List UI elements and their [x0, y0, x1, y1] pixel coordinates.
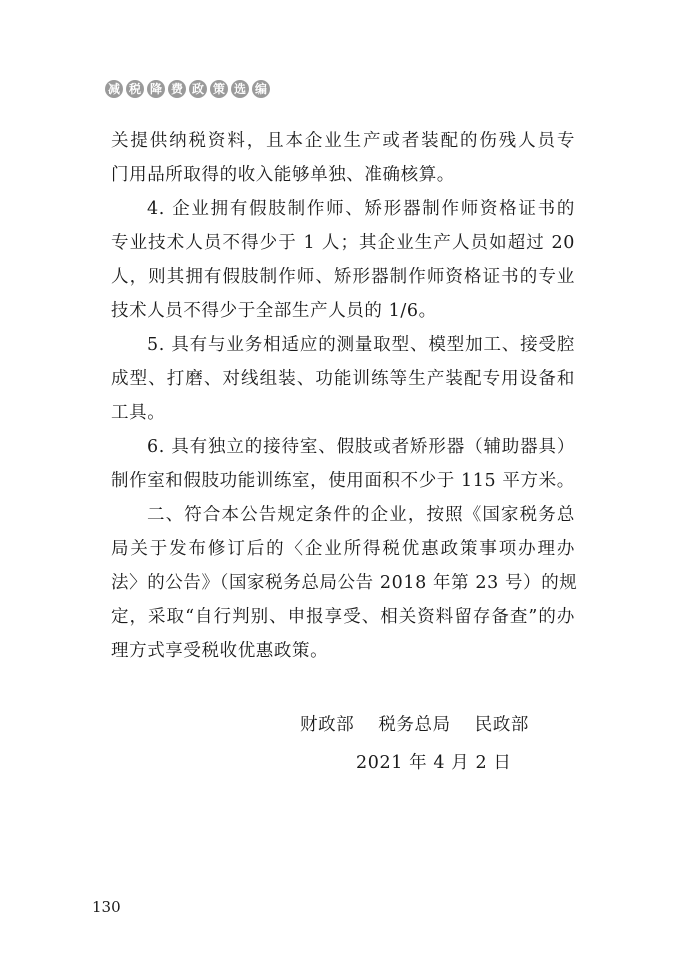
text-line: 理方式享受税收优惠政策。: [111, 641, 329, 661]
body-text: [111, 124, 578, 668]
text-line: 定，采取“自行判别、申报享受、相关资料留存备查”的办: [111, 607, 575, 627]
book-series-header: [105, 80, 270, 98]
text-line: 法〉的公告》（国家税务总局公告 2018 年第 23 号）的规: [111, 573, 578, 593]
org-ministry-of-finance: 财政部: [300, 715, 355, 735]
org-civil-affairs: 民政部: [474, 715, 530, 735]
text-line: 专业技术人员不得少于 1 人；其企业生产人员如超过 20: [111, 233, 575, 253]
text-line: 人，则其拥有假肢制作师、矫形器制作师资格证书的专业: [111, 267, 575, 287]
paragraph-continued: [111, 124, 575, 192]
header-badge-char: 选: [231, 80, 249, 98]
text-line: 技术人员不得少于全部生产人员的 1/6。: [111, 301, 437, 321]
header-badge-char: 降: [147, 80, 165, 98]
text-line: 工具。: [111, 403, 166, 423]
text-line: 5. 具有与业务相适应的测量取型、模型加工、接受腔: [147, 335, 575, 355]
org-tax-administration: 税务总局: [378, 715, 451, 735]
header-badge-char: 减: [105, 80, 123, 98]
paragraph-section-2: [111, 498, 578, 668]
text-line: 局关于发布修订后的〈企业所得税优惠政策事项办理办: [111, 539, 575, 559]
page-number: 130: [92, 898, 121, 916]
signature-block: [300, 708, 529, 780]
issue-date: 2021 年 4 月 2 日: [356, 753, 512, 773]
header-badge-char: 策: [210, 80, 228, 98]
paragraph-item-5: [111, 328, 575, 430]
paragraph-item-6: [111, 430, 575, 498]
text-line: 门用品所取得的收入能够单独、准确核算。: [111, 165, 455, 185]
text-line: 6. 具有独立的接待室、假肢或者矫形器（辅助器具）: [147, 437, 575, 457]
text-line: 4. 企业拥有假肢制作师、矫形器制作师资格证书的: [147, 199, 575, 219]
text-line: 二、符合本公告规定条件的企业，按照《国家税务总: [147, 505, 575, 525]
header-badge-char: 税: [126, 80, 144, 98]
issuing-organizations: [300, 708, 529, 742]
header-badge-char: 费: [168, 80, 186, 98]
text-line: 成型、打磨、对线组装、功能训练等生产装配专用设备和: [111, 369, 575, 389]
text-line: 制作室和假肢功能训练室，使用面积不少于 115 平方米。: [111, 471, 575, 491]
text-line: 关提供纳税资料，且本企业生产或者装配的伤残人员专: [111, 131, 575, 151]
header-badge-char: 政: [189, 80, 207, 98]
paragraph-item-4: [111, 192, 575, 328]
header-badge-char: 编: [252, 80, 270, 98]
